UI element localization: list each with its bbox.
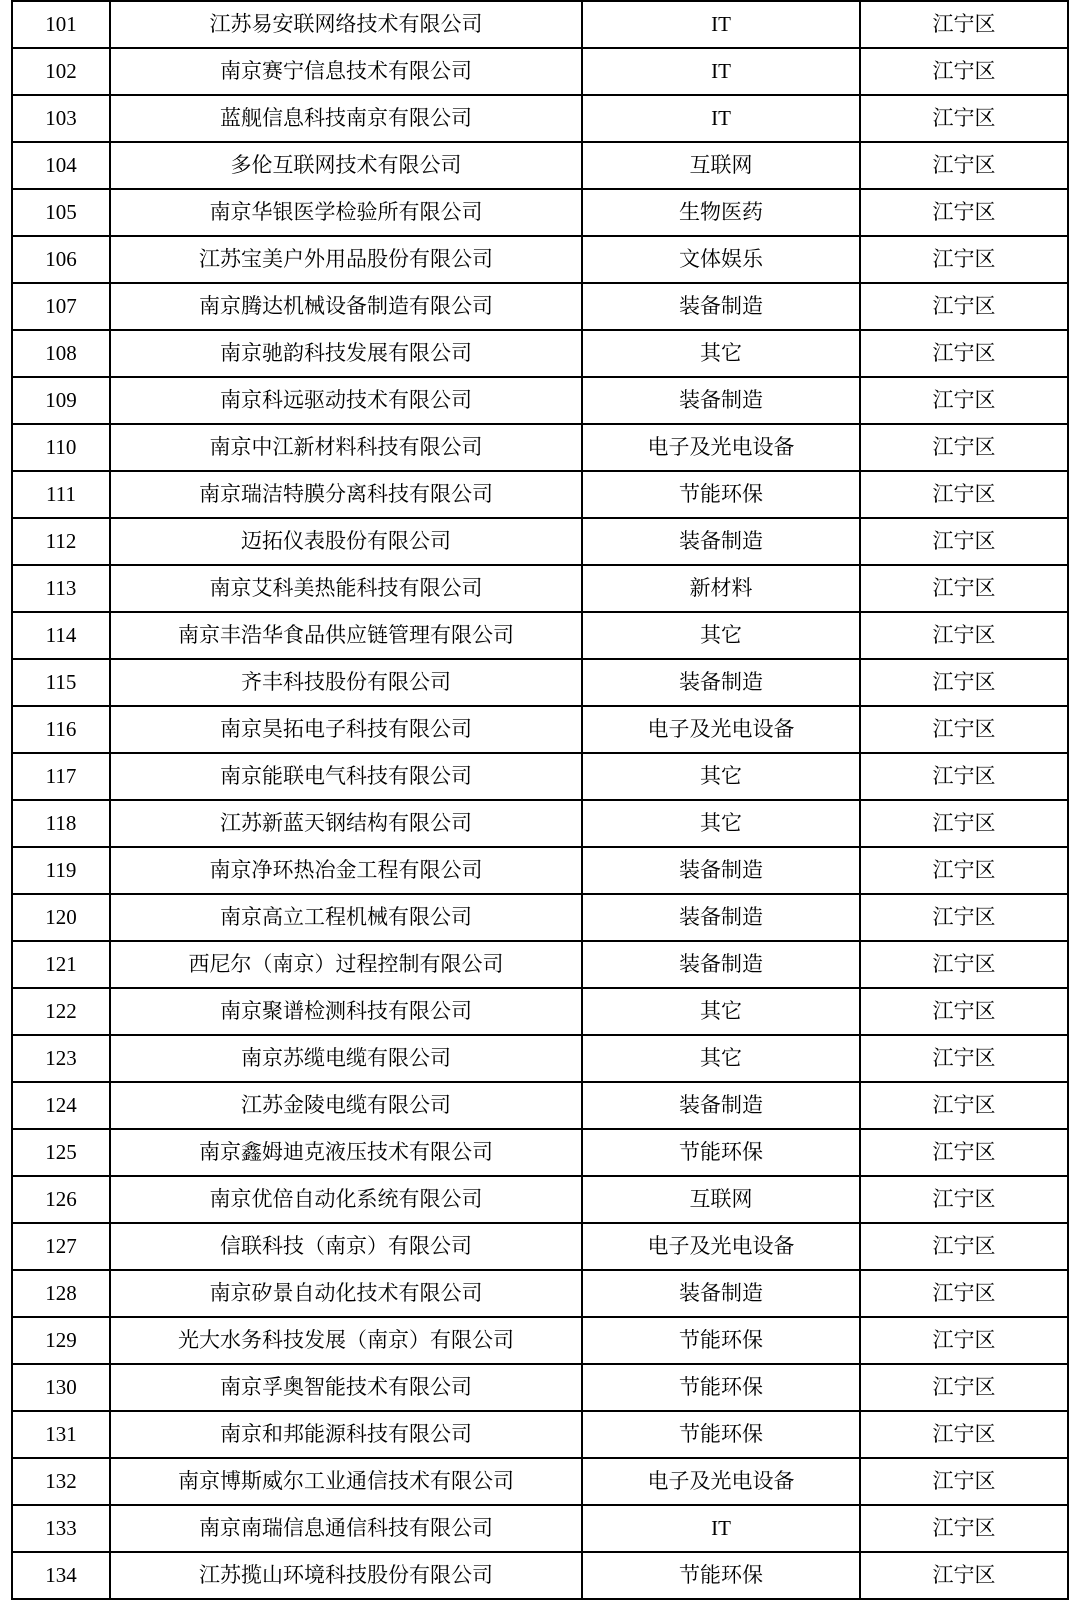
row-index-cell: 120: [12, 894, 110, 941]
industry-cell: 电子及光电设备: [582, 424, 860, 471]
row-index-cell: 128: [12, 1270, 110, 1317]
company-name-cell: 江苏金陵电缆有限公司: [110, 1082, 582, 1129]
district-cell: 江宁区: [860, 753, 1068, 800]
table-row: [12, 941, 1068, 988]
table-row: [12, 1, 1068, 48]
industry-cell: 节能环保: [582, 1552, 860, 1599]
district-cell: 江宁区: [860, 1, 1068, 48]
company-name-cell: 蓝舰信息科技南京有限公司: [110, 95, 582, 142]
table-row: [12, 1317, 1068, 1364]
company-name-cell: 南京优倍自动化系统有限公司: [110, 1176, 582, 1223]
table-row: [12, 612, 1068, 659]
district-cell: 江宁区: [860, 1411, 1068, 1458]
table-row: [12, 894, 1068, 941]
company-name-cell: 江苏宝美户外用品股份有限公司: [110, 236, 582, 283]
row-index-cell: 109: [12, 377, 110, 424]
company-name-cell: 南京和邦能源科技有限公司: [110, 1411, 582, 1458]
company-name-cell: 南京腾达机械设备制造有限公司: [110, 283, 582, 330]
district-cell: 江宁区: [860, 236, 1068, 283]
table-row: [12, 706, 1068, 753]
industry-cell: 互联网: [582, 1176, 860, 1223]
row-index-cell: 113: [12, 565, 110, 612]
row-index-cell: 114: [12, 612, 110, 659]
company-name-cell: 南京丰浩华食品供应链管理有限公司: [110, 612, 582, 659]
row-index-cell: 104: [12, 142, 110, 189]
industry-cell: 装备制造: [582, 659, 860, 706]
row-index-cell: 102: [12, 48, 110, 95]
industry-cell: 节能环保: [582, 1317, 860, 1364]
company-name-cell: 南京艾科美热能科技有限公司: [110, 565, 582, 612]
table-row: [12, 518, 1068, 565]
industry-cell: 装备制造: [582, 283, 860, 330]
district-cell: 江宁区: [860, 518, 1068, 565]
table-body: [12, 1, 1068, 1599]
table-row: [12, 1129, 1068, 1176]
industry-cell: 节能环保: [582, 1364, 860, 1411]
industry-cell: 互联网: [582, 142, 860, 189]
company-name-cell: 江苏揽山环境科技股份有限公司: [110, 1552, 582, 1599]
industry-cell: 装备制造: [582, 1270, 860, 1317]
company-name-cell: 南京瑞洁特膜分离科技有限公司: [110, 471, 582, 518]
district-cell: 江宁区: [860, 330, 1068, 377]
table-row: [12, 48, 1068, 95]
industry-cell: 电子及光电设备: [582, 1223, 860, 1270]
table-row: [12, 330, 1068, 377]
district-cell: 江宁区: [860, 1035, 1068, 1082]
row-index-cell: 112: [12, 518, 110, 565]
district-cell: 江宁区: [860, 1317, 1068, 1364]
company-name-cell: 南京驰韵科技发展有限公司: [110, 330, 582, 377]
district-cell: 江宁区: [860, 189, 1068, 236]
district-cell: 江宁区: [860, 612, 1068, 659]
company-name-cell: 南京中江新材料科技有限公司: [110, 424, 582, 471]
company-name-cell: 齐丰科技股份有限公司: [110, 659, 582, 706]
company-name-cell: 迈拓仪表股份有限公司: [110, 518, 582, 565]
company-name-cell: 南京赛宁信息技术有限公司: [110, 48, 582, 95]
table-row: [12, 1552, 1068, 1599]
district-cell: 江宁区: [860, 800, 1068, 847]
district-cell: 江宁区: [860, 1270, 1068, 1317]
industry-cell: 装备制造: [582, 518, 860, 565]
district-cell: 江宁区: [860, 1552, 1068, 1599]
row-index-cell: 132: [12, 1458, 110, 1505]
company-name-cell: 南京华银医学检验所有限公司: [110, 189, 582, 236]
company-name-cell: 南京矽景自动化技术有限公司: [110, 1270, 582, 1317]
industry-cell: 装备制造: [582, 847, 860, 894]
district-cell: 江宁区: [860, 988, 1068, 1035]
company-name-cell: 南京净环热冶金工程有限公司: [110, 847, 582, 894]
row-index-cell: 123: [12, 1035, 110, 1082]
industry-cell: 节能环保: [582, 1411, 860, 1458]
row-index-cell: 133: [12, 1505, 110, 1552]
district-cell: 江宁区: [860, 1082, 1068, 1129]
table-row: [12, 753, 1068, 800]
company-name-cell: 江苏易安联网络技术有限公司: [110, 1, 582, 48]
table-row: [12, 283, 1068, 330]
table-row: [12, 1458, 1068, 1505]
district-cell: 江宁区: [860, 283, 1068, 330]
row-index-cell: 130: [12, 1364, 110, 1411]
district-cell: 江宁区: [860, 471, 1068, 518]
industry-cell: 装备制造: [582, 894, 860, 941]
row-index-cell: 127: [12, 1223, 110, 1270]
company-name-cell: 南京南瑞信息通信科技有限公司: [110, 1505, 582, 1552]
table-row: [12, 1176, 1068, 1223]
industry-cell: 新材料: [582, 565, 860, 612]
industry-cell: 其它: [582, 612, 860, 659]
row-index-cell: 131: [12, 1411, 110, 1458]
table-row: [12, 1270, 1068, 1317]
table-row: [12, 1411, 1068, 1458]
industry-cell: 其它: [582, 1035, 860, 1082]
table-row: [12, 1223, 1068, 1270]
industry-cell: IT: [582, 48, 860, 95]
company-name-cell: 西尼尔（南京）过程控制有限公司: [110, 941, 582, 988]
company-name-cell: 南京苏缆电缆有限公司: [110, 1035, 582, 1082]
company-name-cell: 光大水务科技发展（南京）有限公司: [110, 1317, 582, 1364]
row-index-cell: 110: [12, 424, 110, 471]
company-name-cell: 南京博斯威尔工业通信技术有限公司: [110, 1458, 582, 1505]
industry-cell: 文体娱乐: [582, 236, 860, 283]
industry-cell: 其它: [582, 800, 860, 847]
row-index-cell: 108: [12, 330, 110, 377]
industry-cell: 电子及光电设备: [582, 706, 860, 753]
industry-cell: 电子及光电设备: [582, 1458, 860, 1505]
district-cell: 江宁区: [860, 1223, 1068, 1270]
company-name-cell: 南京能联电气科技有限公司: [110, 753, 582, 800]
table-row: [12, 847, 1068, 894]
industry-cell: 其它: [582, 753, 860, 800]
industry-cell: IT: [582, 1505, 860, 1552]
company-name-cell: 南京科远驱动技术有限公司: [110, 377, 582, 424]
row-index-cell: 107: [12, 283, 110, 330]
table-row: [12, 142, 1068, 189]
row-index-cell: 117: [12, 753, 110, 800]
company-list-table: [11, 0, 1069, 1600]
industry-cell: 装备制造: [582, 377, 860, 424]
industry-cell: 装备制造: [582, 941, 860, 988]
company-name-cell: 江苏新蓝天钢结构有限公司: [110, 800, 582, 847]
district-cell: 江宁区: [860, 48, 1068, 95]
row-index-cell: 124: [12, 1082, 110, 1129]
table-row: [12, 1364, 1068, 1411]
company-name-cell: 多伦互联网技术有限公司: [110, 142, 582, 189]
district-cell: 江宁区: [860, 95, 1068, 142]
district-cell: 江宁区: [860, 1176, 1068, 1223]
table-row: [12, 471, 1068, 518]
industry-cell: 生物医药: [582, 189, 860, 236]
district-cell: 江宁区: [860, 1364, 1068, 1411]
district-cell: 江宁区: [860, 1129, 1068, 1176]
industry-cell: 装备制造: [582, 1082, 860, 1129]
district-cell: 江宁区: [860, 894, 1068, 941]
row-index-cell: 121: [12, 941, 110, 988]
row-index-cell: 122: [12, 988, 110, 1035]
row-index-cell: 118: [12, 800, 110, 847]
row-index-cell: 115: [12, 659, 110, 706]
row-index-cell: 126: [12, 1176, 110, 1223]
table-row: [12, 189, 1068, 236]
row-index-cell: 106: [12, 236, 110, 283]
industry-cell: 节能环保: [582, 471, 860, 518]
table-row: [12, 236, 1068, 283]
industry-cell: IT: [582, 1, 860, 48]
table-row: [12, 988, 1068, 1035]
company-name-cell: 南京鑫姆迪克液压技术有限公司: [110, 1129, 582, 1176]
row-index-cell: 116: [12, 706, 110, 753]
industry-cell: IT: [582, 95, 860, 142]
table-row: [12, 1035, 1068, 1082]
table-row: [12, 424, 1068, 471]
company-name-cell: 南京聚谱检测科技有限公司: [110, 988, 582, 1035]
district-cell: 江宁区: [860, 659, 1068, 706]
row-index-cell: 129: [12, 1317, 110, 1364]
district-cell: 江宁区: [860, 377, 1068, 424]
company-name-cell: 信联科技（南京）有限公司: [110, 1223, 582, 1270]
district-cell: 江宁区: [860, 847, 1068, 894]
table-row: [12, 1505, 1068, 1552]
row-index-cell: 125: [12, 1129, 110, 1176]
company-name-cell: 南京孚奥智能技术有限公司: [110, 1364, 582, 1411]
district-cell: 江宁区: [860, 142, 1068, 189]
row-index-cell: 101: [12, 1, 110, 48]
district-cell: 江宁区: [860, 941, 1068, 988]
district-cell: 江宁区: [860, 565, 1068, 612]
table-row: [12, 565, 1068, 612]
company-name-cell: 南京高立工程机械有限公司: [110, 894, 582, 941]
table-row: [12, 1082, 1068, 1129]
industry-cell: 其它: [582, 330, 860, 377]
industry-cell: 其它: [582, 988, 860, 1035]
row-index-cell: 111: [12, 471, 110, 518]
district-cell: 江宁区: [860, 424, 1068, 471]
company-name-cell: 南京昊拓电子科技有限公司: [110, 706, 582, 753]
district-cell: 江宁区: [860, 1505, 1068, 1552]
row-index-cell: 134: [12, 1552, 110, 1599]
industry-cell: 节能环保: [582, 1129, 860, 1176]
table-row: [12, 95, 1068, 142]
district-cell: 江宁区: [860, 706, 1068, 753]
row-index-cell: 105: [12, 189, 110, 236]
table-row: [12, 659, 1068, 706]
table-row: [12, 800, 1068, 847]
row-index-cell: 103: [12, 95, 110, 142]
table-row: [12, 377, 1068, 424]
district-cell: 江宁区: [860, 1458, 1068, 1505]
row-index-cell: 119: [12, 847, 110, 894]
